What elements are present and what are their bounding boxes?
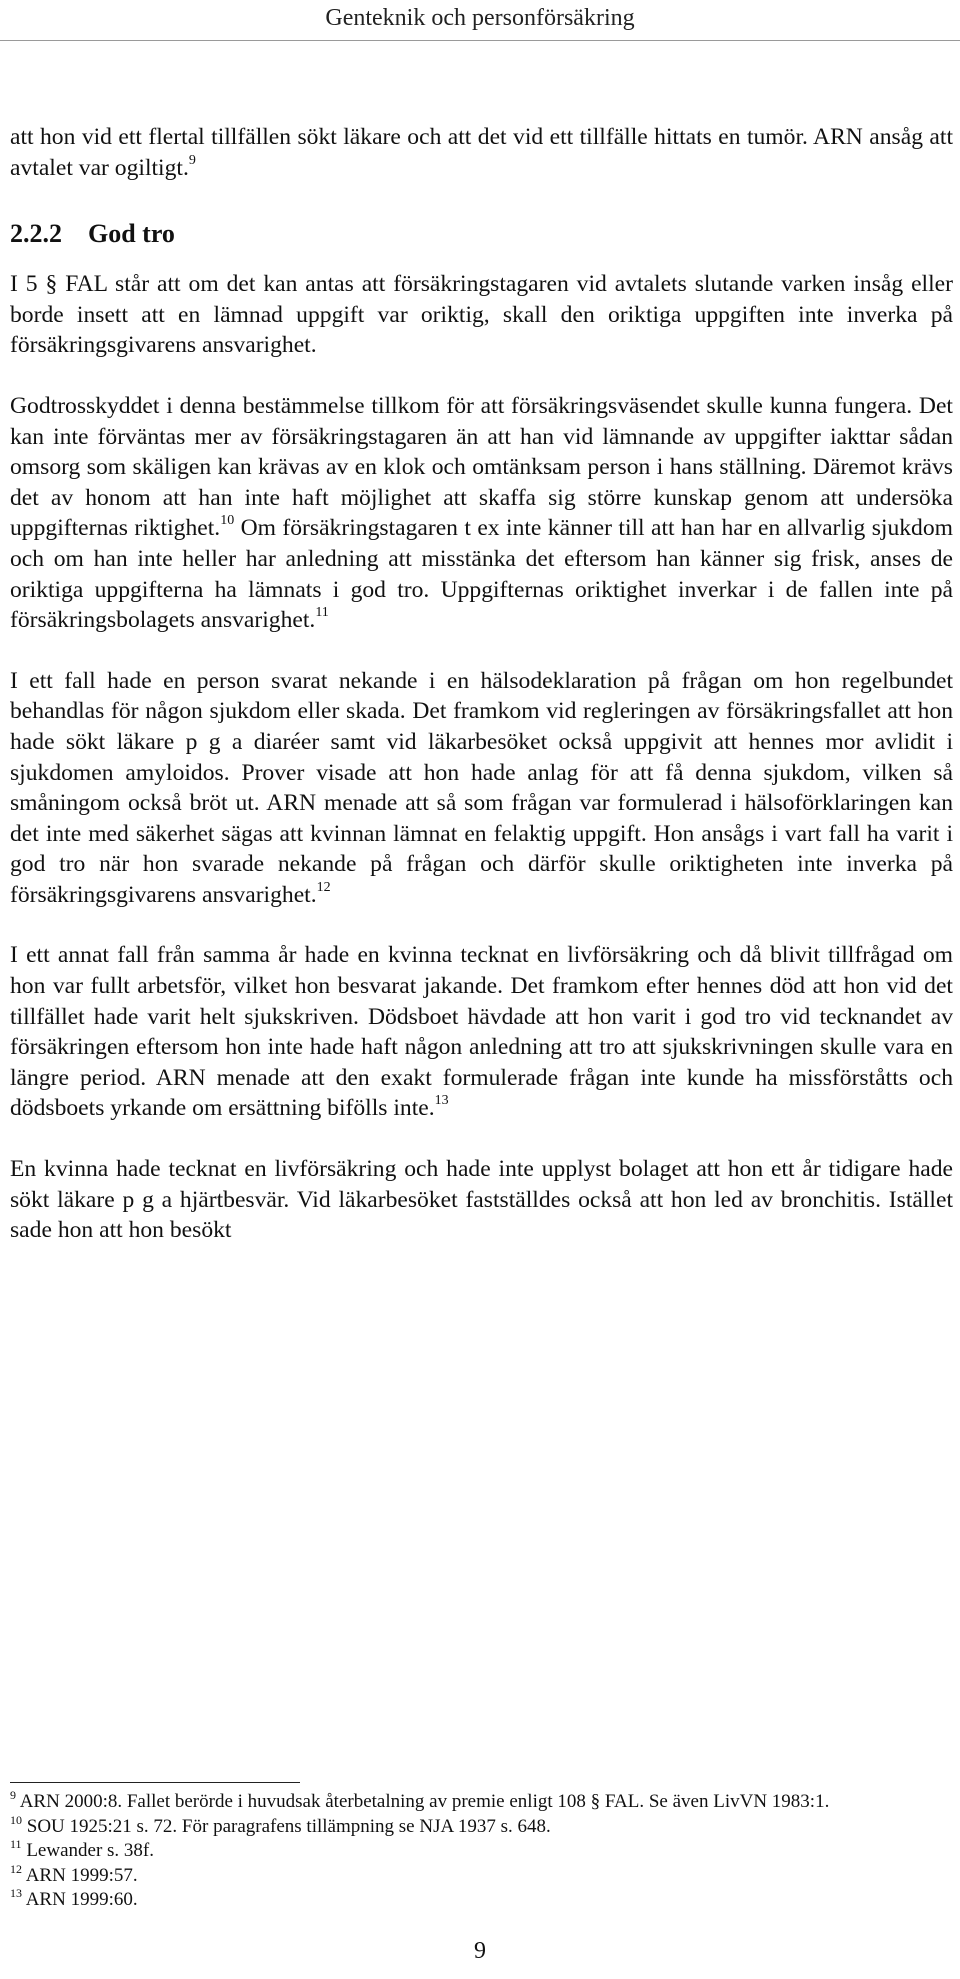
footnote <box>10 1790 953 1815</box>
footnote <box>10 1861 953 1889</box>
paragraph: I 5 § FAL står att om det kan antas att försäkringstagaren vid avtalets slutande varken insåg eller borde insett att en lämnad uppgift var oriktig, skall den oriktiga uppgiften inte inverka på försäkringsgivarens ansvarighet. <box>10 271 953 359</box>
footnote-ref[interactable]: 13 <box>434 1093 449 1109</box>
footnote-number: 12 <box>10 1861 22 1876</box>
main-text <box>10 122 953 1246</box>
footnote-text: Lewander s. 38f. <box>26 1840 154 1861</box>
footnote-number: 11 <box>10 1837 22 1851</box>
paragraph-continued <box>10 122 953 183</box>
footnotes <box>10 1790 953 1913</box>
paragraph-text: Om försäkringstagaren t ex inte känner till att han har en allvarlig sjukdom och om han inte heller har anledning att misstänka det eftersom han känner sig frisk, anses de oriktiga uppgifterna ha lämnats i god tro. Uppgifternas oriktighet inverkar i de fallen inte på försäkringsbolagets ansvarighet. <box>10 515 953 634</box>
paragraph <box>10 666 953 911</box>
footnote-ref[interactable]: 9 <box>188 152 196 168</box>
footnote-ref[interactable]: 10 <box>220 513 235 529</box>
footnote-text: ARN 1999:57. <box>25 1864 138 1886</box>
footnote <box>10 1839 953 1864</box>
paragraph-text: I ett fall hade en person svarat nekande i en hälsodeklaration på frågan om hon regelbundet behandlas för någon sjukdom eller skada. Det framkom vid regleringen av försäkringsfallet att hon hade sökt läkare p g a diaréer samt vid läkarbesöket också uppgivit att hennes mor avlidit i sjukdomen amyloidos. Prover visade att hon hade anlag för att få denna sjukdom, vilken så småningom också bröt ut. ARN menade att så som frågan var formulerad i hälsoförklaringen kan det inte med säkerhet sägas att kvinnan lämnat en felaktig uppgift. Hon ansågs i vart fall ha varit i god tro när hon svarade nekande på frågan och därför skulle oriktigheten inte inverka på försäkringsgivarens ansvarighet. <box>10 667 953 908</box>
footnote-number: 13 <box>10 1886 22 1900</box>
footnote-divider <box>10 1782 300 1783</box>
page-number: 9 <box>474 1938 486 1964</box>
footnote-ref[interactable]: 11 <box>315 605 329 621</box>
section-number: 2.2.2 <box>10 219 62 249</box>
paragraph-text: I ett annat fall från samma år hade en kvinna tecknat en livförsäkring och då blivit tillfrågad om hon var fullt arbetsför, vilket hon besvarat jakande. Det framkom efter hennes död att hon vid det tillfället hade varit helt sjukskriven. Dödsboet hävdade att hon varit i god tro vid tecknandet av försäkringen eftersom hon inte hade haft någon anledning att tro att sjukskrivningen skulle vara en längre period. ARN menade att den exakt formulerade frågan inte kunde ha missförståtts och dödsboets yrkande om ersättning bifölls inte. <box>10 942 953 1122</box>
header-divider <box>0 40 960 41</box>
footnote-number: 9 <box>10 1788 16 1802</box>
footnote <box>10 1812 953 1840</box>
section-heading <box>10 209 953 269</box>
paragraph <box>10 391 953 636</box>
paragraph-text: Godtrosskyddet i denna bestämmelse tillkom för att försäkringsväsendet skulle kunna fungera. Det kan inte förväntas mer av försäkringstagaren än att han vid lämnande av uppgifter iakttar sådan omsorg som skäligen kan krävas av en klok och omtänksam person i hans ställning. Däremot krävs det av honom att han inte haft möjlighet att skaffa sig större kunskap genom att undersöka uppgifternas riktighet. <box>10 392 953 542</box>
footnote-text: SOU 1925:21 s. 72. För paragrafens tillämpning se NJA 1937 s. 648. <box>26 1815 551 1837</box>
footnote-ref[interactable]: 12 <box>316 879 331 895</box>
footnote-text: ARN 2000:8. Fallet berörde i huvudsak återbetalning av premie enligt 108 § FAL. Se även LivVN 1983:1. <box>19 1791 830 1812</box>
paragraph-text: att hon vid ett flertal tillfällen sökt läkare och att det vid ett tillfälle hittats en tumör. ARN ansåg att avtalet var ogiltigt. <box>10 124 953 181</box>
paragraph: En kvinna hade tecknat en livförsäkring och hade inte upplyst bolaget att hon ett år tidigare hade sökt läkare p g a hjärtbesvär. Vid läkarbesöket fastställdes också att hon led av bronchitis. Istället sade hon att hon besökt <box>10 1156 953 1244</box>
running-header: Genteknik och personförsäkring <box>325 5 635 31</box>
footnote-text: ARN 1999:60. <box>25 1889 138 1910</box>
section-title: God tro <box>88 219 175 249</box>
footnote-number: 10 <box>10 1812 22 1827</box>
footnote <box>10 1888 953 1913</box>
paragraph <box>10 940 953 1124</box>
